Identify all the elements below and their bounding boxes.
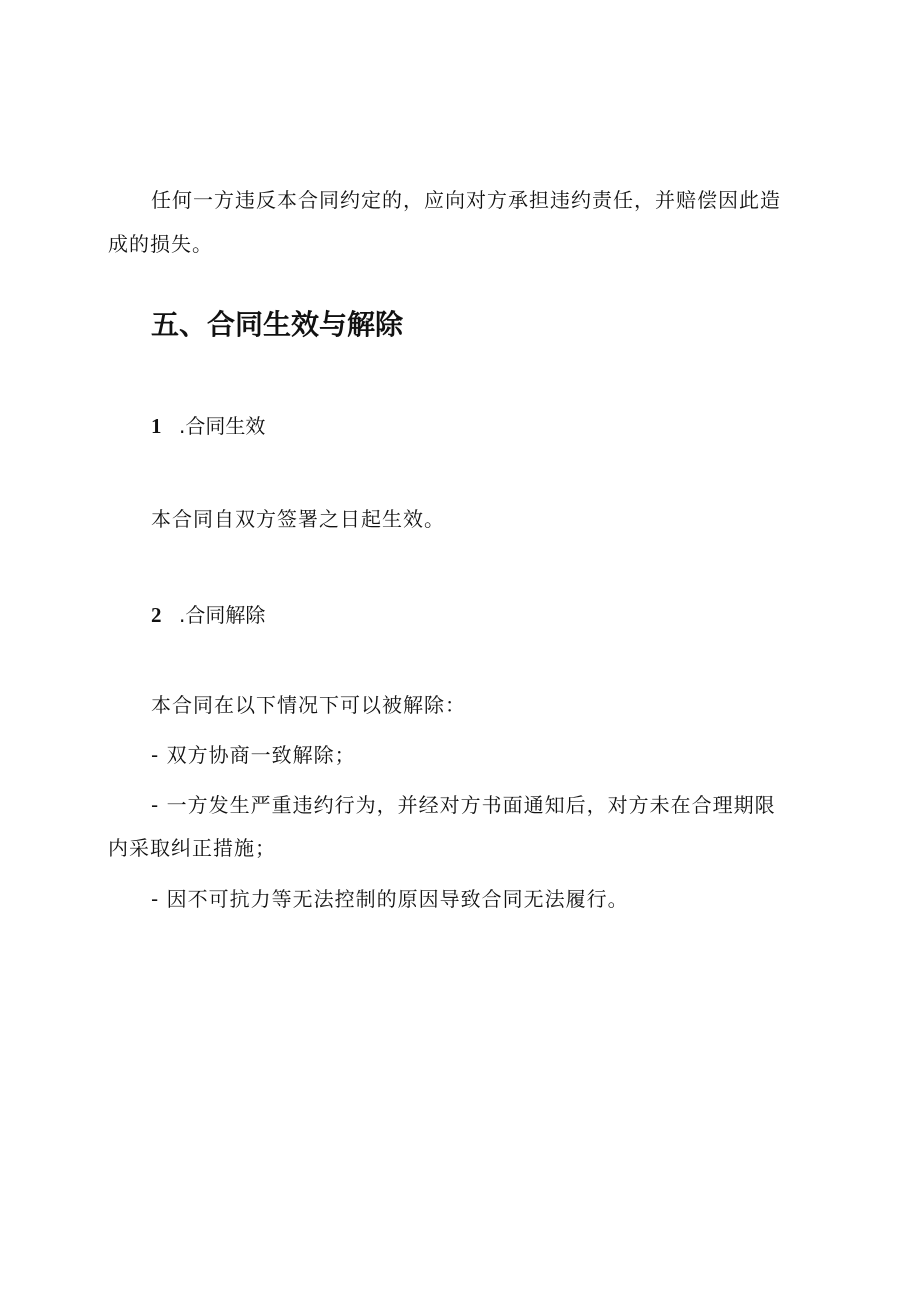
section-heading: 五、合同生效与解除 (151, 308, 404, 341)
list-item: - 因不可抗力等无法控制的原因导致合同无法履行。 (151, 887, 629, 911)
list-item: - 双方协商一致解除； (151, 743, 356, 767)
subsection-heading-2 (151, 597, 265, 633)
subsection-title: .合同解除 (179, 603, 266, 627)
breach-paragraph-line-2: 成的损失。 (108, 232, 213, 256)
breach-paragraph-line-1: 任何一方违反本合同约定的，应向对方承担违约责任，并赔偿因此造 (151, 188, 781, 212)
list-item-continuation: 内采取纠正措施； (108, 836, 276, 860)
subsection-number: 1 (151, 414, 162, 438)
list-item: - 一方发生严重违约行为，并经对方书面通知后，对方未在合理期限 (151, 793, 776, 817)
subsection-title: .合同生效 (179, 414, 266, 438)
subsection-heading-1 (151, 408, 265, 444)
subsection-number: 2 (151, 603, 162, 627)
effective-paragraph: 本合同自双方签署之日起生效。 (151, 507, 445, 531)
termination-intro: 本合同在以下情况下可以被解除： (151, 693, 466, 717)
